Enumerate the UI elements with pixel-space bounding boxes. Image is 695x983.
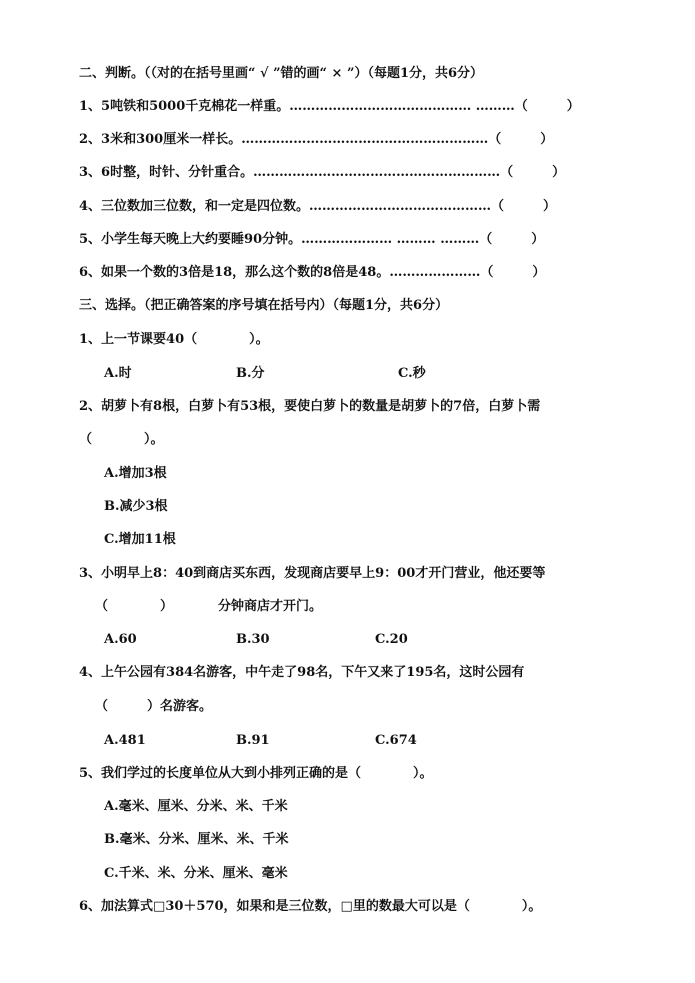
q3-option-b: B.30 [236, 632, 270, 647]
q1-stem: 1、上一节课要40（ ）。 [79, 332, 269, 347]
judge-heading: 二、判断。（（对的在括号里画“ √ ”错的画“ × ”）（每题1分，共6分） [79, 66, 484, 81]
q1-option-c: C.秒 [398, 366, 426, 381]
q5-option-a: A.毫米、厘米、分米、米、千米 [104, 799, 288, 814]
q4-stem-line1: 4、上午公园有384名游客，中午走了98名，下午又来了195名，这时公园有 [79, 665, 525, 680]
q2-stem-line2: （ ）。 [79, 432, 164, 447]
judge-item-2: 2、3米和300厘米一样长。…………………………………………………（ ） [79, 132, 554, 147]
q4-option-c: C.674 [375, 733, 417, 748]
judge-item-4: 4、三位数加三位数，和一定是四位数。……………………………………（ ） [79, 199, 557, 214]
q2-option-b: B.减少3根 [104, 499, 168, 514]
judge-item-6: 6、如果一个数的3倍是18，那么这个数的8倍是48。…………………（ ） [79, 265, 546, 280]
q2-option-c: C.增加11根 [104, 532, 176, 547]
q2-option-a: A.增加3根 [104, 466, 167, 481]
q5-stem: 5、我们学过的长度单位从大到小排列正确的是（ ）。 [79, 766, 433, 781]
q6-stem: 6、加法算式□30＋570，如果和是三位数，□里的数最大可以是（ ）。 [79, 899, 542, 914]
q3-blank: （ ） [95, 599, 174, 614]
q3-stem-line2: 分钟商店才开门。 [218, 599, 323, 614]
q5-option-c: C.千米、米、分米、厘米、毫米 [104, 866, 288, 881]
q4-stem-line2: （ ）名游客。 [95, 699, 213, 714]
q1-option-a: A.时 [104, 366, 132, 381]
q3-option-c: C.20 [375, 632, 408, 647]
q3-stem-line1: 3、小明早上8：40到商店买东西，发现商店要早上9：00才开门营业，他还要等 [79, 566, 546, 581]
choice-heading: 三、选择。（把正确答案的序号填在括号内）（每题1分，共6分） [79, 298, 449, 313]
q4-option-b: B.91 [236, 733, 270, 748]
q2-stem-line1: 2、胡萝卜有8根，白萝卜有53根，要使白萝卜的数量是胡萝卜的7倍，白萝卜需 [79, 399, 541, 414]
q4-option-a: A.481 [104, 733, 146, 748]
judge-item-3: 3、6时整，时针、分针重合。…………………………………………………（ ） [79, 165, 566, 180]
judge-item-1: 1、5吨铁和5000千克棉花一样重。…………………………………… ………（ ） [79, 99, 580, 114]
judge-item-5: 5、小学生每天晚上大约要睡90分钟。………………… ……… ………（ ） [79, 232, 545, 247]
q1-option-b: B.分 [236, 366, 265, 381]
q5-option-b: B.毫米、分米、厘米、米、千米 [104, 832, 289, 847]
q3-option-a: A.60 [104, 632, 137, 647]
